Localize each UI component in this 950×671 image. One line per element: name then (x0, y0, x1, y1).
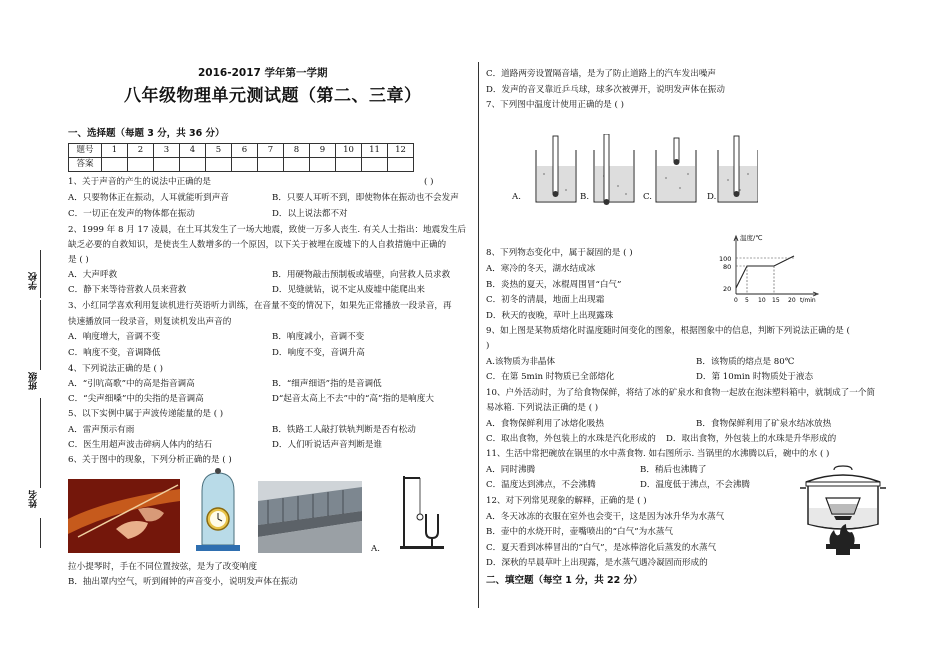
option-5c: C．医生用超声波击碎病人体内的结石 (68, 440, 213, 450)
question-7: 7、下列图中温度计使用正确的是 ( ) (486, 100, 624, 110)
year-term: 2016-2017 学年第一学期 (198, 67, 328, 79)
question-2-line2: 缺乏必要的自救知识，是使丧生人数增多的一个原因，以下关于被埋在废墟下的人自救措施中正确的 (68, 240, 447, 250)
option-3a: A．响度增大，音调不变 (68, 332, 161, 342)
graph-ytick: 20 (723, 285, 732, 293)
question-9-line1: 9、如上图是某物质熔化时温度随时间变化的图象，根据图象中的信息，判断下列说法正确的是 ( (486, 326, 850, 336)
answer-cell[interactable] (180, 158, 206, 172)
q7-label-c: C. (643, 192, 653, 202)
option-9a: A.该物质为非晶体 (486, 357, 556, 367)
graph-xtick: 5 (745, 297, 749, 304)
question-12: 12、对下列常见现象的解释，正确的是 ( ) (486, 496, 647, 506)
option-2d: D．见缝就钻，说不定从废墟中能爬出来 (272, 285, 425, 295)
answer-cell[interactable] (258, 158, 284, 172)
answer-cell[interactable] (154, 158, 180, 172)
answer-cell[interactable] (388, 158, 414, 172)
answer-cell[interactable] (310, 158, 336, 172)
option-8a: A．寒冷的冬天，湖水结成冰 (486, 264, 596, 274)
option-11a: A．同时沸腾 (486, 465, 536, 475)
question-10-line2: 易冰箱. 下列说法正确的是 ( ) (486, 403, 599, 413)
answer-cell[interactable] (128, 158, 154, 172)
option-9b: B．该物质的熔点是 80℃ (696, 357, 795, 367)
option-6a: 拉小提琴时，手在不同位置按弦，是为了改变响度 (68, 562, 258, 572)
graph-y-label: 温度/℃ (740, 234, 763, 242)
table-cell: 2 (128, 144, 154, 158)
answer-table (68, 143, 414, 172)
option-11b: B．稍后也沸腾了 (640, 465, 707, 475)
question-1-paren: ( ) (424, 177, 434, 187)
option-1d: D．以上说法都不对 (272, 209, 348, 219)
table-cell: 10 (336, 144, 362, 158)
table-row (69, 158, 414, 172)
answer-cell[interactable] (102, 158, 128, 172)
question-11: 11、生活中常把碗放在锅里的水中蒸食物. 如右图所示. 当锅里的水沸腾以后，碗中的水 ( ) (486, 449, 830, 459)
option-5b: B．铁路工人敲打铁轨判断是否有松动 (272, 425, 416, 435)
question-3-line1: 3、小红同学喜欢利用复读机进行英语听力训练，在音量不变的情况下，如果先正常播放一段录音，再 (68, 301, 452, 311)
graph-ytick: 100 (719, 255, 732, 263)
margin-line (40, 518, 41, 548)
option-9c: C．在第 5min 时物质已全部熔化 (486, 372, 615, 382)
page-title: 八年级物理单元测试题（第二、三章） (124, 86, 422, 106)
graph-xtick: 20 (788, 297, 796, 304)
question-9-line2: ) (486, 341, 490, 351)
option-6d: D．发声的音叉靠近乒乓球，球多次被弹开，说明发声体在振动 (486, 85, 725, 95)
option-12b: B．壶中的水烧开时，壶嘴喷出的“白气”为水蒸气 (486, 527, 673, 537)
school-label: 学校 (29, 272, 39, 290)
table-cell: 4 (180, 144, 206, 158)
option-1a: A．只要物体正在振动，人耳就能听到声音 (68, 193, 229, 203)
q7-label-a: A. (512, 192, 521, 202)
option-10b: B．食物保鲜利用了矿泉水结冰放热 (696, 419, 832, 429)
option-3c: C．响度不变，音调降低 (68, 348, 161, 358)
option-2a: A．大声呼救 (68, 270, 118, 280)
q7-label-b: B. (580, 192, 590, 202)
answer-cell[interactable] (336, 158, 362, 172)
option-8c: C．初冬的清晨，地面上出现霜 (486, 295, 605, 305)
margin-line (40, 300, 41, 370)
option-5a: A．雷声预示有雨 (68, 425, 135, 435)
graph-ytick: 80 (723, 263, 732, 271)
option-2b: B．用硬物敲击预制板或墙壁，向营救人员求救 (272, 270, 451, 280)
option-6b: B．抽出罩内空气，听到闹钟的声音变小，说明发声体在振动 (68, 577, 298, 587)
question-1: 1、关于声音的产生的说法中正确的是 (68, 177, 211, 187)
option-6c: C．道路两旁设置隔音墙，是为了防止道路上的汽车发出噪声 (486, 69, 717, 79)
option-10a: A．食物保鲜利用了冰熔化吸热 (486, 419, 604, 429)
option-1c: C．一切正在发声的物体都在振动 (68, 209, 195, 219)
answer-cell[interactable] (232, 158, 258, 172)
table-cell: 12 (388, 144, 414, 158)
option-11c: C．温度达到沸点，不会沸腾 (486, 480, 596, 490)
question-3-line2: 快速播放同一段录音，则复读机发出声音的 (68, 317, 232, 327)
question-4: 4、下列说法正确的是 ( ) (68, 364, 163, 374)
sound-barrier-photo (258, 481, 362, 553)
table-cell: 9 (310, 144, 336, 158)
graph-xtick: 0 (734, 297, 738, 304)
violin-photo (68, 479, 180, 553)
answer-cell[interactable] (362, 158, 388, 172)
table-cell: 7 (258, 144, 284, 158)
table-cell: 11 (362, 144, 388, 158)
option-4d: D“起音太高上不去”中的“高”指的是响度大 (272, 394, 434, 404)
table-row (69, 144, 414, 158)
option-12a: A．冬天冰冻的衣服在室外也会变干，这是因为冰升华为水蒸气 (486, 512, 725, 522)
section2-heading: 二、填空题（每空 1 分，共 22 分） (486, 575, 643, 586)
question-6: 6、关于图中的现象，下列分析正确的是 ( ) (68, 455, 232, 465)
margin-line (40, 250, 41, 298)
q6-image-a-label: A. (371, 544, 380, 554)
bell-jar-clock-photo (192, 467, 244, 553)
option-12d: D．深秋的早晨草叶上出现露，是水蒸气遇冷凝固而形成的 (486, 558, 708, 568)
question-10-line1: 10、户外活动时，为了给食物保鲜，将结了冰的矿泉水和食物一起放在泡沫塑料箱中，就制成了一个简 (486, 388, 876, 398)
table-cell: 5 (206, 144, 232, 158)
table-header-cell: 题号 (69, 144, 102, 158)
graph-xtick: 10 (758, 297, 766, 304)
option-3d: D．响度不变，音调升高 (272, 348, 365, 358)
steaming-pot-diagram (800, 464, 886, 556)
table-cell: 8 (284, 144, 310, 158)
option-1b: B．只要人耳听不到，即使物体在振动也不会发声 (272, 193, 459, 203)
table-cell: 3 (154, 144, 180, 158)
option-4a: A．“引吭高歌”中的高是指音调高 (68, 379, 195, 389)
question-2-line3: 是 ( ) (68, 255, 89, 265)
option-3b: B．响度减小，音调不变 (272, 332, 365, 342)
answer-cell[interactable] (284, 158, 310, 172)
question-5: 5、以下实例中属于声波传递能量的是 ( ) (68, 409, 224, 419)
binding-margin (0, 0, 62, 671)
option-5d: D．人们听说话声音判断是谁 (272, 440, 383, 450)
option-9d: D．第 10min 时物质处于液态 (696, 372, 814, 382)
option-4b: B．“细声细语”指的是音调低 (272, 379, 382, 389)
table-header-cell: 答案 (69, 158, 102, 172)
option-8d: D．秋天的夜晚，草叶上出现露珠 (486, 311, 614, 321)
table-cell: 6 (232, 144, 258, 158)
melting-curve-graph (712, 232, 828, 304)
option-11d: D．温度低于沸点，不会沸腾 (640, 480, 751, 490)
option-10c: C．取出食物，外包装上的水珠是汽化形成的 (486, 434, 656, 444)
question-2-line1: 2、1999 年 8 月 17 凌晨，在土耳其发生了一场大地震，致使一万多人丧生. 有关人士指出：地震发生后 (68, 225, 467, 235)
option-10d: D．取出食物，外包装上的水珠是升华形成的 (666, 434, 837, 444)
option-12c: C．夏天看到冰棒冒出的“白气”，是冰棒溶化后蒸发的水蒸气 (486, 543, 717, 553)
answer-cell[interactable] (206, 158, 232, 172)
graph-x-label: t/min (800, 297, 816, 304)
tuning-fork-diagram (398, 470, 456, 550)
table-cell: 1 (102, 144, 128, 158)
margin-line (40, 398, 41, 488)
class-label: 班级 (29, 372, 39, 390)
option-2c: C．静下来等待营救人员来营救 (68, 285, 187, 295)
graph-xtick: 15 (772, 297, 780, 304)
option-8b: B．炎热的夏天，冰棍周围冒“白气” (486, 280, 622, 290)
name-label: 姓名 (29, 490, 39, 508)
section1-heading: 一、选择题（每题 3 分，共 36 分） (68, 128, 225, 139)
question-8: 8、下列物态变化中，属于凝固的是 ( ) (486, 248, 633, 258)
column-divider (478, 62, 479, 608)
option-4c: C．“尖声细嗓”中的尖指的是音调高 (68, 394, 204, 404)
q7-label-d: D. (707, 192, 717, 202)
